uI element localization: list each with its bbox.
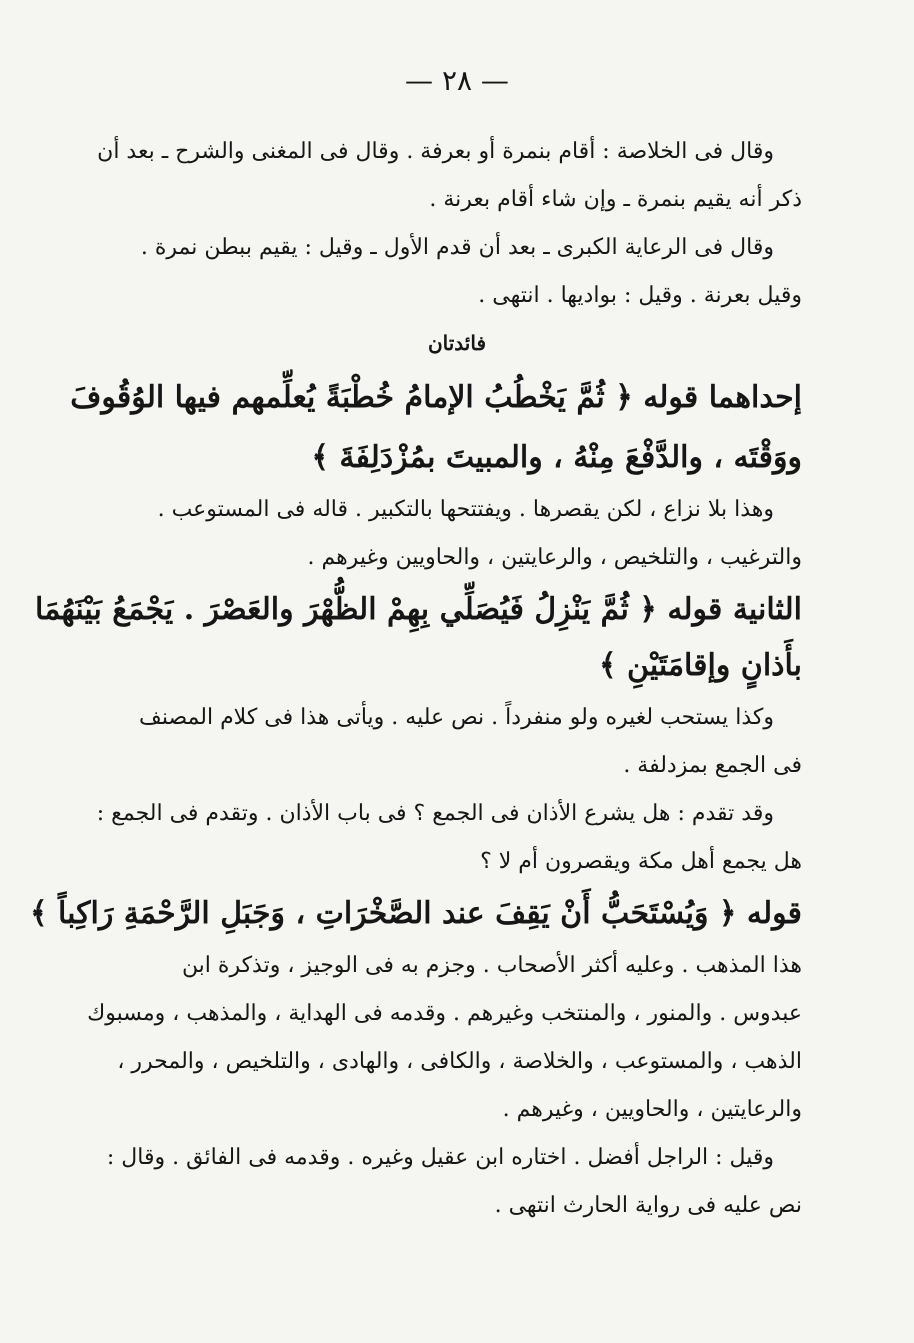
text-line: وقال فى الرعاية الكبرى ـ بعد أن قدم الأول ـ وقيل : يقيم ببطن نمرة . [140, 235, 774, 260]
page-body [29, 128, 802, 1230]
quoted-text-line: قوله ﴿ وَيُسْتَحَبُّ أَنْ يَقِفَ عند الصَّخْرَاتِ ، وَجَبَلِ الرَّحْمَةِ رَاكِباً ﴾ [29, 896, 802, 931]
paragraph-riaya [112, 224, 802, 320]
section-standing-at-rocks [29, 886, 802, 1230]
quoted-text-line: ووَقْتَه ، والدَّفْعَ مِنْهُ ، والمبيتَ بمُزْدَلِفَةَ ﴾ [311, 440, 802, 475]
text-line: الذهب ، والمستوعب ، والخلاصة ، والكافى ، والهادى ، والتلخيص ، والمحرر ، [117, 1049, 802, 1074]
text-line: وهذا بلا نزاع ، لكن يقصرها . ويفتتحها بالتكبير . قاله فى المستوعب . [157, 497, 774, 522]
text-line: والرعايتين ، والحاويين ، وغيرهم . [502, 1097, 802, 1122]
quoted-text-line: بأَذانٍ وإقامَتَيْنِ ﴾ [599, 648, 802, 683]
section-second-benefit [35, 582, 802, 886]
text-line: هل يجمع أهل مكة ويقصرون أم لا ؟ [480, 849, 802, 874]
text-line: وقد تقدم : هل يشرع الأذان فى الجمع ؟ فى باب الأذان . وتقدم فى الجمع : [96, 801, 774, 826]
text-line: والترغيب ، والتلخيص ، والرعايتين ، والحاويين وغيرهم . [307, 545, 802, 570]
text-line: هذا المذهب . وعليه أكثر الأصحاب . وجزم به فى الوجيز ، وتذكرة ابن [181, 953, 802, 978]
quoted-text-line: إحداهما قوله ﴿ ثُمَّ يَخْطُبُ الإمامُ خُطْبَةً يُعلِّمهم فيها الوُقُوفَ [70, 380, 802, 415]
text-line: وقيل بعرنة . وقيل : بواديها . انتهى . [478, 283, 802, 308]
section-first-benefit [70, 366, 802, 582]
text-line: وقيل : الراجل أفضل . اختاره ابن عقيل وغيره . وقدمه فى الفائق . وقال : [106, 1145, 774, 1170]
text-line: وقال فى الخلاصة : أقام بنمرة أو بعرفة . وقال فى المغنى والشرح ـ بعد أن [97, 139, 774, 164]
quoted-text-line: الثانية قوله ﴿ ثُمَّ يَنْزِلُ فَيُصَلِّي بِهِمْ الظُّهْرَ والعَصْرَ . يَجْمَعُ بَيْنَهُمَا [35, 592, 802, 627]
page-number: — ٢٨ — [405, 64, 509, 97]
section-heading: فائدتان [427, 331, 487, 355]
text-line: عبدوس . والمنور ، والمنتخب وغيرهم . وقدمه فى الهداية ، والمذهب ، ومسبوك [87, 1001, 802, 1026]
text-line: نص عليه فى رواية الحارث انتهى . [494, 1193, 802, 1218]
text-line: فى الجمع بمزدلفة . [623, 753, 802, 778]
text-line: ذكر أنه يقيم بنمرة ـ وإن شاء أقام بعرنة . [429, 187, 802, 212]
text-line: وكذا يستحب لغيره ولو منفرداً . نص عليه . ويأتى هذا فى كلام المصنف [139, 705, 774, 730]
paragraph-khulasa [97, 128, 802, 224]
